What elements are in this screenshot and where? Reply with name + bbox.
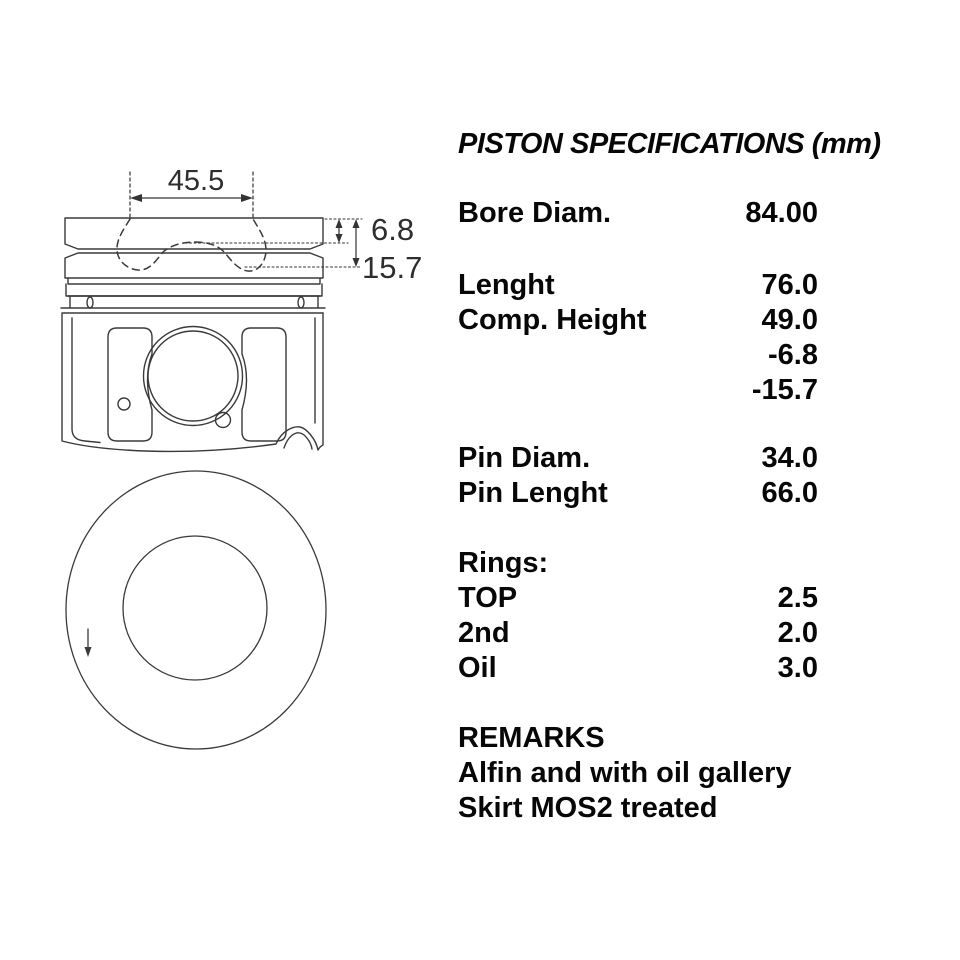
specifications-panel xyxy=(458,0,881,960)
spec-value: -15.7 xyxy=(751,374,818,406)
spec-row-rings-heading xyxy=(458,546,818,581)
combustion-bowl-circle xyxy=(123,536,267,680)
spec-value: 2.5 xyxy=(777,582,818,614)
spec-label: Bore Diam. xyxy=(458,197,612,229)
spec-group-bore xyxy=(458,196,818,231)
spec-row-ring-2nd xyxy=(458,616,818,651)
second-ring-groove xyxy=(68,279,320,285)
spec-value: 84.00 xyxy=(745,197,818,229)
spec-row-pin-length xyxy=(458,476,818,511)
spec-row-ring-oil xyxy=(458,651,818,686)
spec-value: 34.0 xyxy=(761,442,818,474)
spec-value: -6.8 xyxy=(768,339,818,371)
spec-label: Pin Lenght xyxy=(458,477,608,509)
spec-value: 49.0 xyxy=(761,304,818,336)
spec-label: TOP xyxy=(458,582,518,614)
spec-label: Rings: xyxy=(458,547,549,579)
piston-side-view xyxy=(61,218,325,451)
arrowhead-6-8-bottom xyxy=(336,234,343,243)
skirt-notch-inner-arc xyxy=(284,433,312,449)
spec-row-ring-top xyxy=(458,581,818,616)
remarks-section xyxy=(458,721,918,826)
pin-bore-inner xyxy=(148,331,238,421)
spec-label: Pin Diam. xyxy=(458,442,591,474)
spec-value: 2.0 xyxy=(777,617,818,649)
orientation-arrow-head xyxy=(85,647,92,657)
spec-value: 66.0 xyxy=(761,477,818,509)
spec-label: 2nd xyxy=(458,617,510,649)
spec-label: Comp. Height xyxy=(458,304,647,336)
arrowhead-right xyxy=(241,194,253,202)
spec-row-depth-1 xyxy=(458,338,818,373)
pin-bore-outer xyxy=(144,327,243,426)
pin-boss-web-left xyxy=(108,328,152,441)
spec-label: Oil xyxy=(458,652,497,684)
spec-value: 76.0 xyxy=(761,269,818,301)
piston-skirt-outline xyxy=(62,313,323,451)
remarks-line-1: Alfin and with oil gallery xyxy=(458,757,792,789)
arrowhead-15-7-bottom xyxy=(353,258,360,267)
combustion-bowl-hidden-outline xyxy=(117,219,266,271)
piston-top-land xyxy=(65,218,323,249)
spec-group-rings xyxy=(458,546,818,686)
skirt-inner-contour-left xyxy=(72,318,100,443)
spec-label: Lenght xyxy=(458,269,555,301)
ring-belt-lower-edge xyxy=(61,308,325,313)
oil-drain-hole-left xyxy=(87,297,93,308)
piston-top-view xyxy=(66,471,326,749)
spec-group-pin xyxy=(458,441,818,511)
spec-group-length xyxy=(458,268,818,408)
spec-row-bore xyxy=(458,196,818,231)
oil-ring-land xyxy=(68,296,320,308)
spec-row-depth-2 xyxy=(458,373,818,408)
arrowhead-left xyxy=(130,194,142,202)
bowl-diameter-label: 45.5 xyxy=(167,165,225,197)
piston-second-land xyxy=(65,253,323,278)
skirt-oil-hole xyxy=(118,398,130,410)
bowl-lip-depth-label: 6.8 xyxy=(371,212,415,247)
remarks-line-2: Skirt MOS2 treated xyxy=(458,792,718,824)
spec-row-pin-diam xyxy=(458,441,818,476)
oil-drain-hole-right xyxy=(298,297,304,308)
arrowhead-15-7-top xyxy=(353,219,360,228)
specs-title: PISTON SPECIFICATIONS (mm) xyxy=(458,128,881,160)
piston-crown-circle xyxy=(66,471,326,749)
arrowhead-6-8-top xyxy=(336,219,343,228)
pin-boss-web-right xyxy=(242,328,286,441)
bowl-depth-label: 15.7 xyxy=(362,250,423,285)
piston-third-land xyxy=(66,284,322,296)
remarks-heading: REMARKS xyxy=(458,722,605,754)
spec-value: 3.0 xyxy=(777,652,818,684)
spec-row-length xyxy=(458,268,818,303)
spec-row-comp-height xyxy=(458,303,818,338)
